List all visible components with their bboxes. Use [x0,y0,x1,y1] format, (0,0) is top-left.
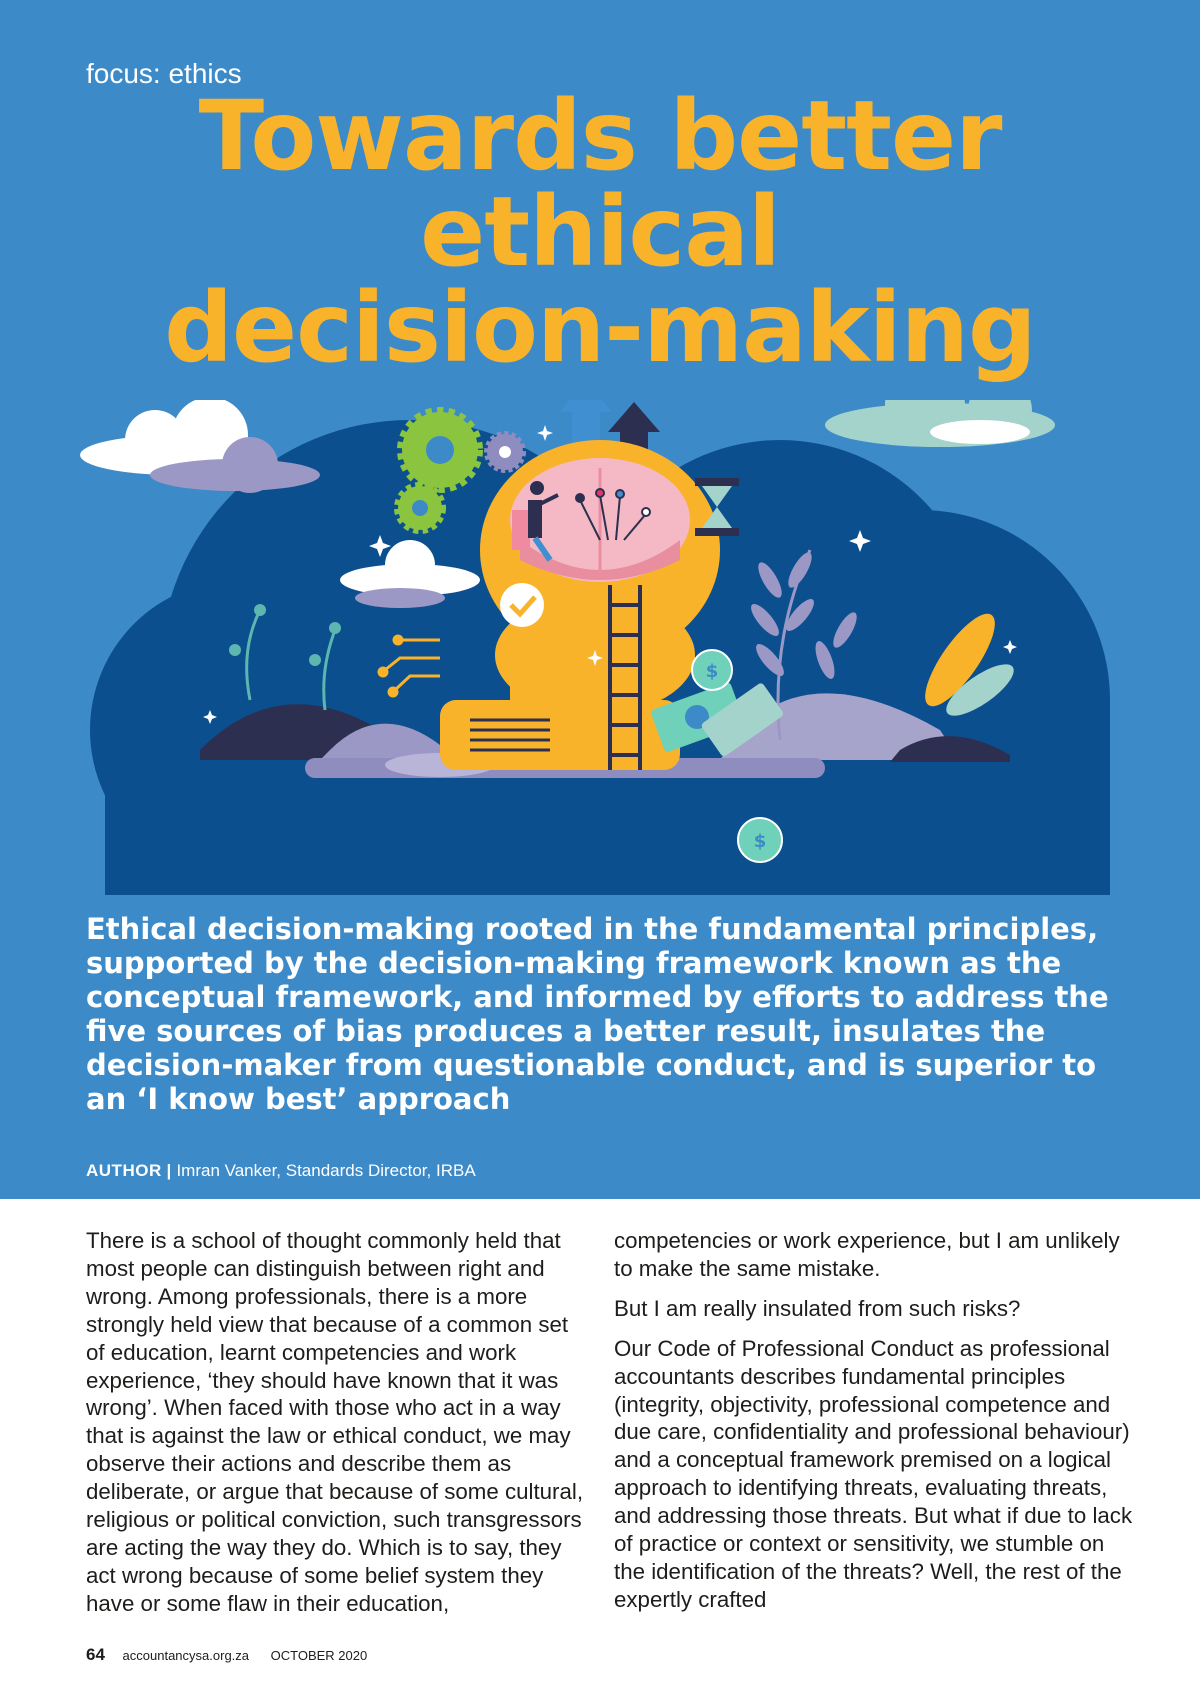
body-paragraph: But I am really insulated from such risks? [614,1295,1021,1321]
author-name: Imran Vanker, Standards Director, IRBA [176,1161,476,1180]
body-paragraph: competencies or work experience, but I am unlikely to make the same mistake. [614,1228,1120,1281]
body-paragraph: There is a school of thought commonly held that most people can distinguish between right and wrong. Among professionals, there is a more strongly held view that because of a common set of education, learnt competencies and work experience, ‘they should have known that it was wrong’. When faced with those who act in a way that is against the law or ethical conduct, we may observe their actions and describe them as deliberate, or argue that because of some cultural, religious or political conviction, such transgressors are acting the way they do. Which is to say, they act wrong because of some belief system they have or some flaw in their education, [86,1228,584,1616]
page-footer [86,1645,367,1665]
title-line-2: ethical [420,176,780,288]
footer-site: accountancysa.org.za [122,1648,250,1663]
title-line-3: decision-making [164,272,1036,384]
body-paragraph: Our Code of Professional Conduct as professional accountants describes fundamental principles (integrity, objectivity, professional competence and due care, confidentiality and professional behaviour) and a conceptual framework premised on a logical approach to identifying threats, evaluating threats, and addressing those threats. But what if due to lack of practice or context or sensitivity, we stumble on the identification of the threats? Well, the rest of the expertly crafted [614,1335,1133,1612]
checkmark-icon [500,583,544,627]
svg-text:$: $ [753,831,767,852]
title-line-1: Towards better [198,80,1002,192]
page-number: 64 [86,1645,105,1664]
cloud-icon [825,400,1055,447]
body-column-2 [614,1227,1134,1626]
article-title [0,80,1200,384]
byline-separator: | [166,1161,172,1180]
section-kicker: focus: ethics [86,58,242,89]
author-label: AUTHOR [86,1161,162,1180]
body-column-1 [86,1227,586,1630]
footer-issue: OCTOBER 2020 [270,1648,368,1663]
ethics-illustration [80,400,1140,895]
article-standfirst: Ethical decision-making rooted in the fundamental principles, supported by the decision-making framework known as the conceptual framework, and informed by efforts to address the five sources of bias produces a better result, insulates the decision-maker from questionable conduct, and is superior to an ‘I know best’ approach [86,912,1109,1116]
author-byline [86,1161,476,1181]
cloud-icon [80,400,320,493]
svg-text:$: $ [705,661,719,682]
